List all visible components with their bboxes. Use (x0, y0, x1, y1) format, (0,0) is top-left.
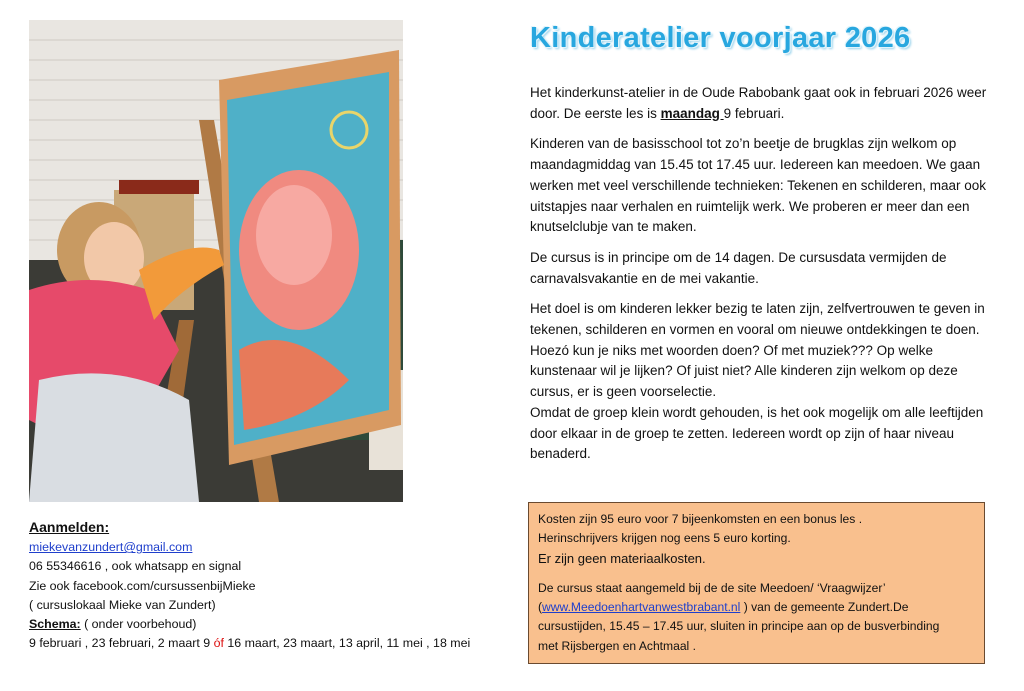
body-text (530, 83, 1000, 475)
costs-line-7: met Rijsbergen en Achtmaal . (538, 638, 696, 653)
costs-line-4: De cursus staat aangemeld bij de de site Meedoen/ ‘Vraagwijzer’ (538, 580, 886, 595)
schedule-dates (29, 634, 509, 653)
meedoen-link[interactable]: www.Meedoenhartvanwestbrabant.nl (542, 600, 741, 615)
paragraph-who: Kinderen van de basisschool tot zo’n beetje de brugklas zijn welkom op maandagmiddag van 15.45 tot 17.45 uur. Iedereen kan meedoen. We gaan werken met veel verschillende technieken: Tekenen en schilderen, maar ook uitstapjes naar verhalen en ruimtelijk werk. We proberen er meer dan een knutselclubje van te maken. (530, 136, 987, 235)
facebook-text: Zie ook facebook.com/cursussenbijMieke (29, 578, 256, 593)
dates-part-1: 9 februari , 23 februari, 2 maart 9 (29, 636, 214, 651)
email-link[interactable]: miekevanzundert@gmail.com (29, 540, 193, 555)
child-painting-photo (29, 20, 403, 502)
costs-line-2: Herinschrijvers krijgen nog eens 5 euro korting. (538, 531, 791, 546)
paragraph-intro (530, 83, 1000, 124)
link-paren: ( (538, 600, 543, 615)
location-text: ( cursuslokaal Mieke van Zundert) (29, 597, 216, 612)
phone-text: 06 55346616 , ook whatsapp en signal (29, 559, 242, 574)
first-lesson-day: maandag (660, 105, 724, 121)
schema-note: ( onder voorbehoud) (80, 617, 197, 632)
costs-box (528, 502, 985, 664)
signup-section (29, 518, 509, 653)
costs-line-5-after: ) van de gemeente Zundert.De (740, 600, 909, 615)
schema-label: Schema: (29, 617, 81, 632)
paragraph-frequency: De cursus is in principe om de 14 dagen. De cursusdata vermijden de carnavalsvakantie en de mei vakantie. (530, 249, 947, 286)
first-lesson-date: 9 februari. (723, 105, 785, 121)
schema-line (29, 615, 509, 634)
costs-line-1: Kosten zijn 95 euro voor 7 bijeenkomsten en een bonus les . (538, 512, 863, 526)
dates-or: óf (213, 636, 224, 651)
paragraph-goal: Het doel is om kinderen lekker bezig te laten zijn, zelfvertrouwen te geven in tekenen, schilderen en vormen en vooral om nieuwe ontdekkingen te doen. Hoezó kun je niks met woorden doen? Of met muziek??? Op welke kunstenaar wil je lijken? Of juist niet? Alle kinderen zijn welkom op deze cursus, er is geen voorselectie. (530, 301, 985, 400)
costs-line-6: cursustijden, 15.45 – 17.45 uur, sluiten in principe aan op de busverbinding (538, 619, 940, 634)
photo-illustration (29, 20, 403, 502)
page-title: Kinderatelier voorjaar 2026 (530, 22, 911, 54)
dates-part-2: 16 maart, 23 maart, 13 april, 11 mei , 18 mei (223, 636, 471, 651)
costs-line-5 (538, 598, 975, 617)
paragraph-group: Omdat de groep klein wordt gehouden, is het ook mogelijk om alle leeftijden door elkaar in de groep te zetten. Iedereen wordt op zijn of haar niveau benaderd. (530, 404, 984, 462)
costs-line-3: Er zijn geen materiaalkosten. (538, 550, 706, 566)
intro-text: Het kinderkunst-atelier in de Oude Rabobank gaat ook in februari 2026 weer door. De eerste les is (530, 85, 987, 121)
signup-heading: Aanmelden: (29, 519, 110, 535)
